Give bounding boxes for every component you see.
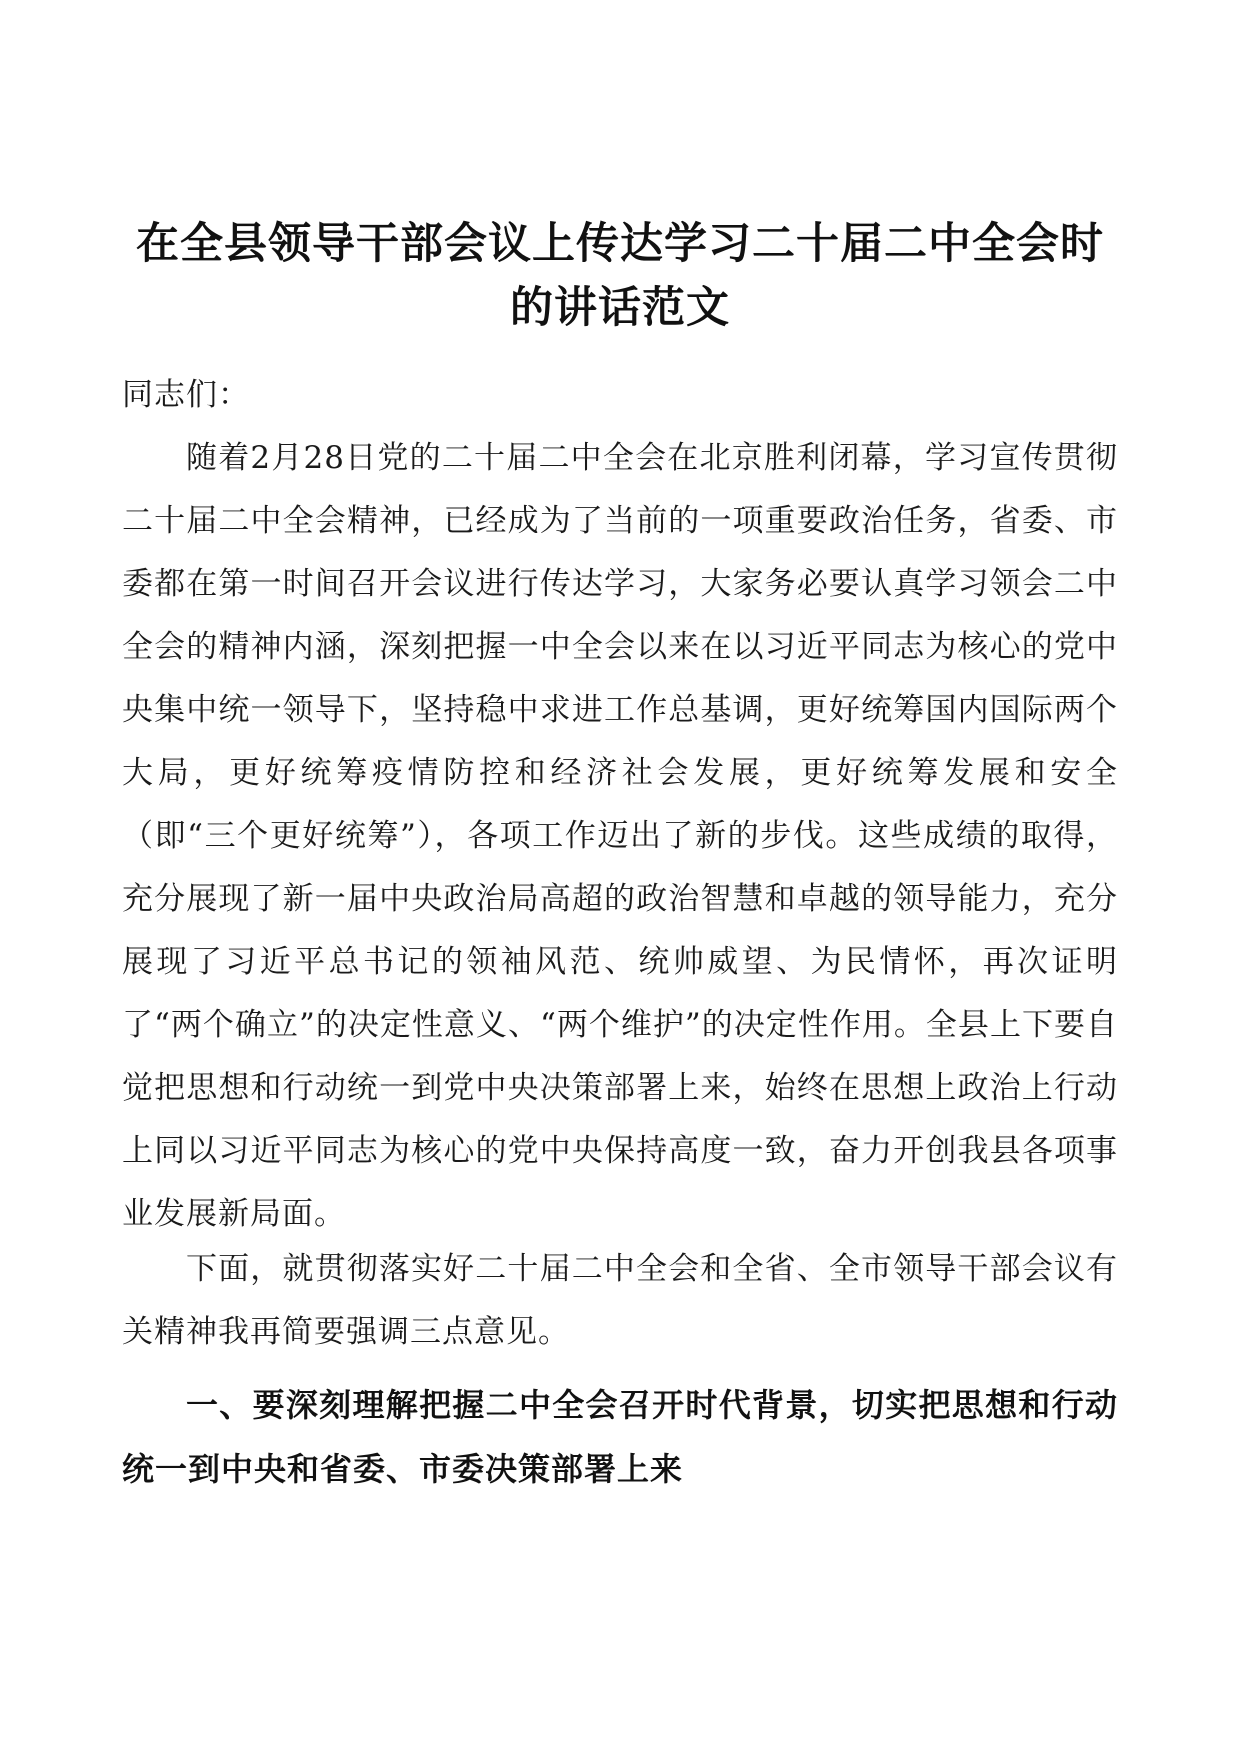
paragraph-2: 下面，就贯彻落实好二十届二中全会和全省、全市领导干部会议有关精神我再简要强调三点意见。 (122, 1251, 1118, 1350)
salutation: 同志们： (122, 377, 250, 413)
section-heading-1: 一、要深刻理解把握二中全会召开时代背景，切实把思想和行动统一到中央和省委、市委决策部署上来 (122, 1386, 1118, 1488)
document-title: 在全县领导干部会议上传达学习二十届二中全会时的讲话范文 (136, 219, 1104, 333)
paragraph-1: 随着2月28日党的二十届二中全会在北京胜利闭幕，学习宣传贯彻二十届二中全会精神，已经成为了当前的一项重要政治任务，省委、市委都在第一时间召开会议进行传达学习，大家务必要认真学习领会二中全会的精神内涵，深刻把握一中全会以来在以习近平同志为核心的党中央集中统一领导下，坚持稳中求进工作总基调，更好统筹国内国际两个大局，更好统筹疫情防控和经济社会发展，更好统筹发展和安全（即“三个更好统筹”），各项工作迈出了新的步伐。这些成绩的取得，充分展现了新一届中央政治局高超的政治智慧和卓越的领导能力，充分展现了习近平总书记的领袖风范、统帅威望、为民情怀，再次证明了“两个确立”的决定性意义、“两个维护”的决定性作用。全县上下要自觉把思想和行动统一到党中央决策部署上来，始终在思想上政治上行动上同以习近平同志为核心的党中央保持高度一致，奋力开创我县各项事业发展新局面。 (122, 440, 1118, 1232)
